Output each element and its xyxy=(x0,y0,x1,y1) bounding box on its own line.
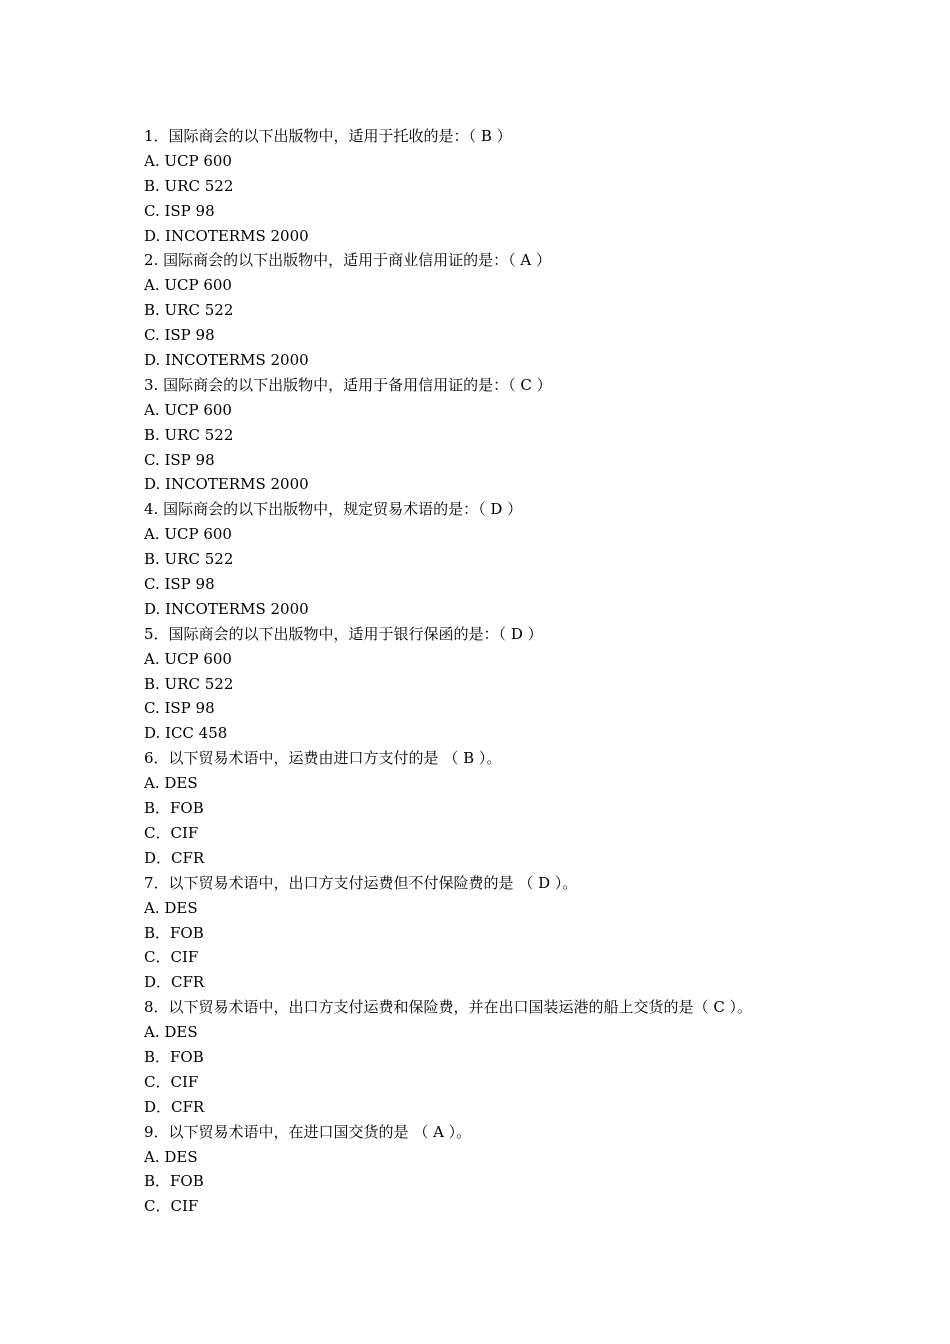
text-line: D. INCOTERMS 2000 xyxy=(144,351,309,370)
text-line: 5．国际商会的以下出版物中，适用于银行保函的是：（ D ） xyxy=(144,624,543,643)
text-line: 9．以下贸易术语中，在进口国交货的是 （ A ）。 xyxy=(144,1122,472,1141)
text-line: A. DES xyxy=(144,898,198,917)
text-line: D. ICC 458 xyxy=(144,724,228,743)
text-line: B. URC 522 xyxy=(144,674,234,693)
text-line: 3. 国际商会的以下出版物中，适用于备用信用证的是：（ C ） xyxy=(144,375,552,394)
text-line: B. URC 522 xyxy=(144,550,234,569)
text-line: D．CFR xyxy=(144,1097,205,1116)
text-line: B. URC 522 xyxy=(144,301,234,320)
text-line: C. ISP 98 xyxy=(144,699,215,718)
text-line: 1．国际商会的以下出版物中，适用于托收的是：（ B ） xyxy=(144,127,512,145)
text-line: D. INCOTERMS 2000 xyxy=(144,226,309,245)
text-line: C. ISP 98 xyxy=(144,450,215,469)
text-line: C. ISP 98 xyxy=(144,575,215,594)
text-line: A. DES xyxy=(144,1023,198,1042)
text-line: 4. 国际商会的以下出版物中，规定贸易术语的是：（ D ） xyxy=(144,500,523,519)
text-line: C. ISP 98 xyxy=(144,201,215,220)
text-line: A. DES xyxy=(144,774,198,793)
text-line: D. INCOTERMS 2000 xyxy=(144,599,309,618)
text-line: B．FOB xyxy=(144,923,204,942)
text-line: B. URC 522 xyxy=(144,425,234,444)
text-line: A. UCP 600 xyxy=(144,649,232,668)
text-line: C. ISP 98 xyxy=(144,326,215,345)
text-line: B. URC 522 xyxy=(144,176,234,195)
text-line: C．CIF xyxy=(144,1072,199,1091)
text-line: A. DES xyxy=(144,1147,198,1166)
text-line: 7．以下贸易术语中，出口方支付运费但不付保险费的是 （ D ）。 xyxy=(144,873,578,892)
document-body xyxy=(144,124,844,1219)
text-line: C．CIF xyxy=(144,948,199,967)
text-line: 8．以下贸易术语中，出口方支付运费和保险费，并在出口国装运港的船上交货的是（ C ）。 xyxy=(144,998,753,1017)
text-line: B．FOB xyxy=(144,799,204,818)
text-line: 6．以下贸易术语中，运费由进口方支付的是 （ B ）。 xyxy=(144,749,502,768)
text-line: D．CFR xyxy=(144,973,205,992)
text-line: D. INCOTERMS 2000 xyxy=(144,475,309,494)
text-line: D．CFR xyxy=(144,848,205,867)
text-line: B．FOB xyxy=(144,1172,204,1191)
text-line: A. UCP 600 xyxy=(144,276,232,295)
text-line: C．CIF xyxy=(144,823,199,842)
text-line: A. UCP 600 xyxy=(144,525,232,544)
text-line: A. UCP 600 xyxy=(144,400,232,419)
text-line: A. UCP 600 xyxy=(144,151,232,170)
text-line: C．CIF xyxy=(144,1197,199,1216)
text-line: 2. 国际商会的以下出版物中，适用于商业信用证的是：（ A ） xyxy=(144,251,551,270)
text-line: B．FOB xyxy=(144,1047,204,1066)
